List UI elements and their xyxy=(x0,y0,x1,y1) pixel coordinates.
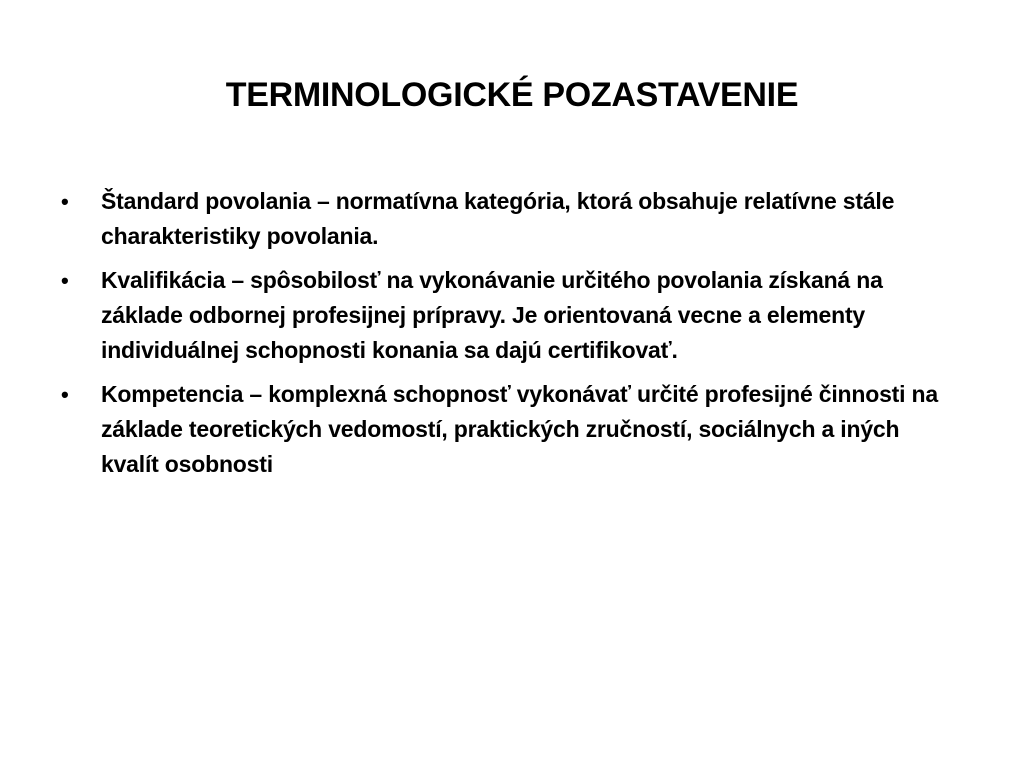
bullet-text: Kompetencia – komplexná schopnosť vykonávať určité profesijné činnosti na základe teoretických vedomostí, praktických zručností, sociálnych a iných kvalít osobnosti xyxy=(101,381,938,477)
bullet-item-kvalifikacia xyxy=(60,263,960,368)
bullet-item-standard xyxy=(60,184,960,254)
bullet-text: Kvalifikácia – spôsobilosť na vykonávanie určitého povolania získaná na základe odbornej profesijnej prípravy. Je orientovaná vecne a elementy individuálnej schopnosti konania sa dajú certifikovať. xyxy=(101,267,883,363)
bullet-item-kompetencia xyxy=(60,377,960,482)
bullet-icon: • xyxy=(61,268,69,293)
bullet-list xyxy=(60,184,960,491)
bullet-text: Štandard povolania – normatívna kategória, ktorá obsahuje relatívne stále charakteristiky povolania. xyxy=(101,188,895,249)
bullet-icon: • xyxy=(61,382,69,407)
slide-title: TERMINOLOGICKÉ POZASTAVENIE xyxy=(225,76,799,114)
bullet-icon: • xyxy=(61,189,69,214)
